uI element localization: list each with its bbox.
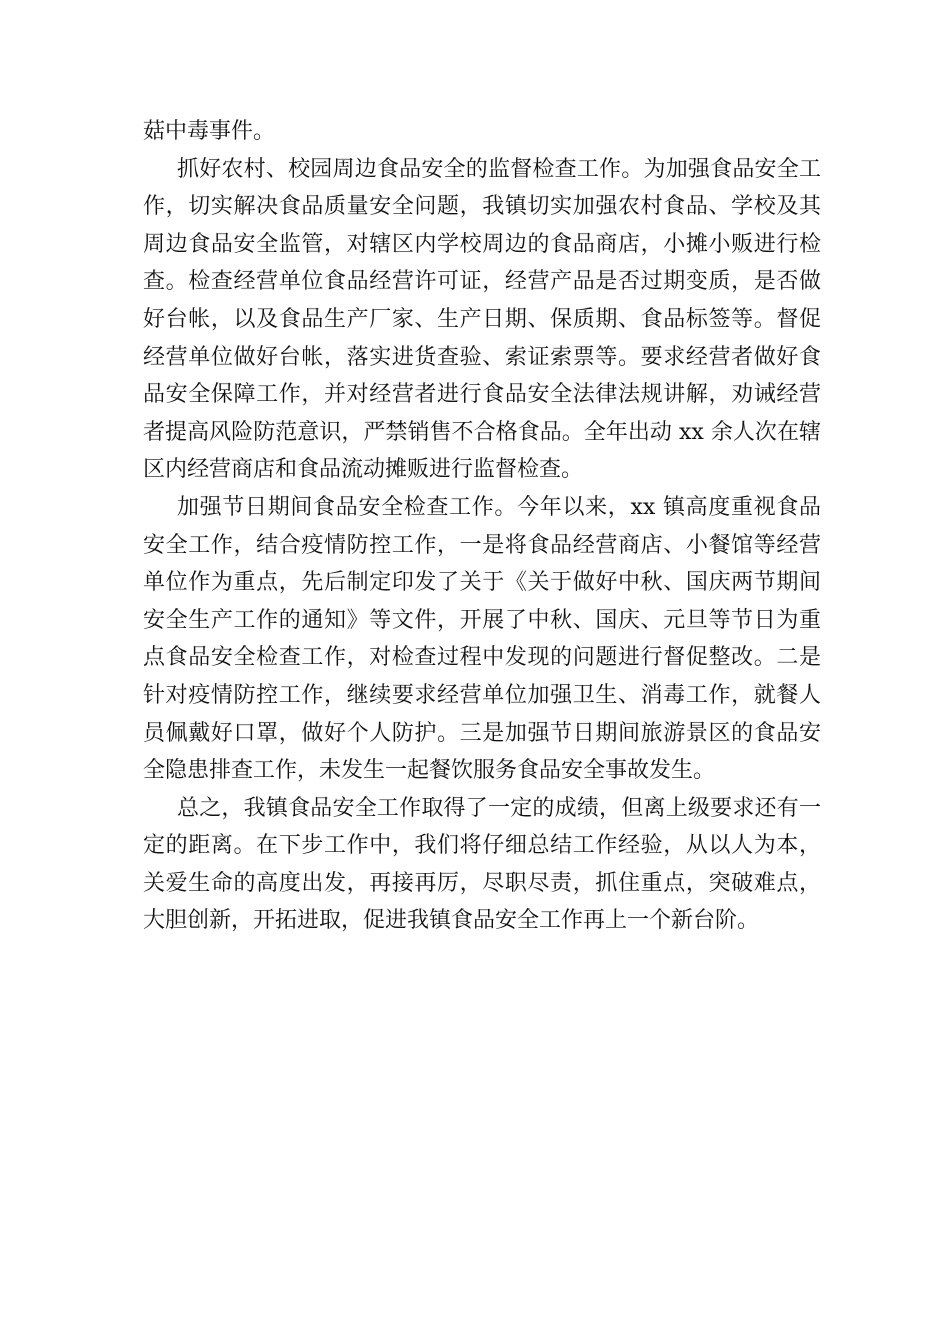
text-line: 动 xx 余人次在辖区内经营商店和食品流动摊贩进行监督检查。 <box>143 419 821 483</box>
text-line: 安全工作，结合疫情防控工作，一是将食品经营商店、小餐馆等经 <box>143 532 799 558</box>
text-line: 等。督促经营单位做好台帐，落实进货查验、索证索票等。要求经 <box>143 306 821 370</box>
text-line: 营单位作为重点，先后制定印发了关于《关于做好中秋、国庆两节 <box>143 532 821 596</box>
text-line: 阶。 <box>715 908 760 934</box>
text-line: 工作，切实解决食品质量安全问题，我镇切实加强农村食品、学校 <box>143 156 821 220</box>
text-line: 难点，大胆创新，开拓进取，促进我镇食品安全工作再上一个新台 <box>143 870 821 934</box>
text-line: 本，关爱生命的高度出发，再接再厉，尽职尽责，抓住重点，突破 <box>143 833 821 896</box>
text-line: 是否做好台帐，以及食品生产厂家、生产日期、保质期、食品标签 <box>143 269 821 332</box>
text-line: 作，就餐人员佩戴好口罩，做好个人防护。三是加强节日期间旅游 <box>143 682 821 746</box>
text-line: 加强节日期间食品安全检查工作。今年以来，xx 镇高度重视食品 <box>177 494 821 520</box>
text-line: 景区的食品安全隐患排查工作，未发生一起餐饮服务食品安全事故 <box>143 720 821 784</box>
text-line: 总之，我镇食品安全工作取得了一定的成绩，但离上级要求还有 <box>177 795 799 821</box>
text-line: 营者做好食品安全保障工作，并对经营者进行食品安全法律法规讲 <box>143 344 821 408</box>
text-line: 一定的距离。在下步工作中，我们将仔细总结工作经验，从以人为 <box>143 795 821 859</box>
paragraph-campus-inspection <box>143 151 821 489</box>
text-line: 抓好农村、校园周边食品安全的监督检查工作。为加强食品安全 <box>177 156 799 182</box>
text-line: 改。二是针对疫情防控工作，继续要求经营单位加强卫生、消毒工 <box>143 645 821 708</box>
paragraph-summary <box>143 790 821 940</box>
text-line: 菇中毒事件。 <box>143 119 276 144</box>
text-line: 及其周边食品安全监管，对辖区内学校周边的食品商店，小摊小贩 <box>143 194 821 257</box>
paragraph-intro-fragment <box>143 113 821 151</box>
text-line: 发生。 <box>649 758 716 784</box>
text-line: 解，劝诫经营者提高风险防范意识，严禁销售不合格食品。全年出 <box>143 382 821 445</box>
document-body <box>143 113 821 940</box>
text-line: 期间安全生产工作的通知》等文件，开展了中秋、国庆、元旦等节 <box>143 570 821 633</box>
paragraph-holiday-inspection <box>143 489 821 790</box>
text-line: 进行检查。检查经营单位食品经营许可证，经营产品是否过期变质， <box>143 231 821 295</box>
text-line: 日为重点食品安全检查工作，对检查过程中发现的问题进行督促整 <box>143 607 821 671</box>
